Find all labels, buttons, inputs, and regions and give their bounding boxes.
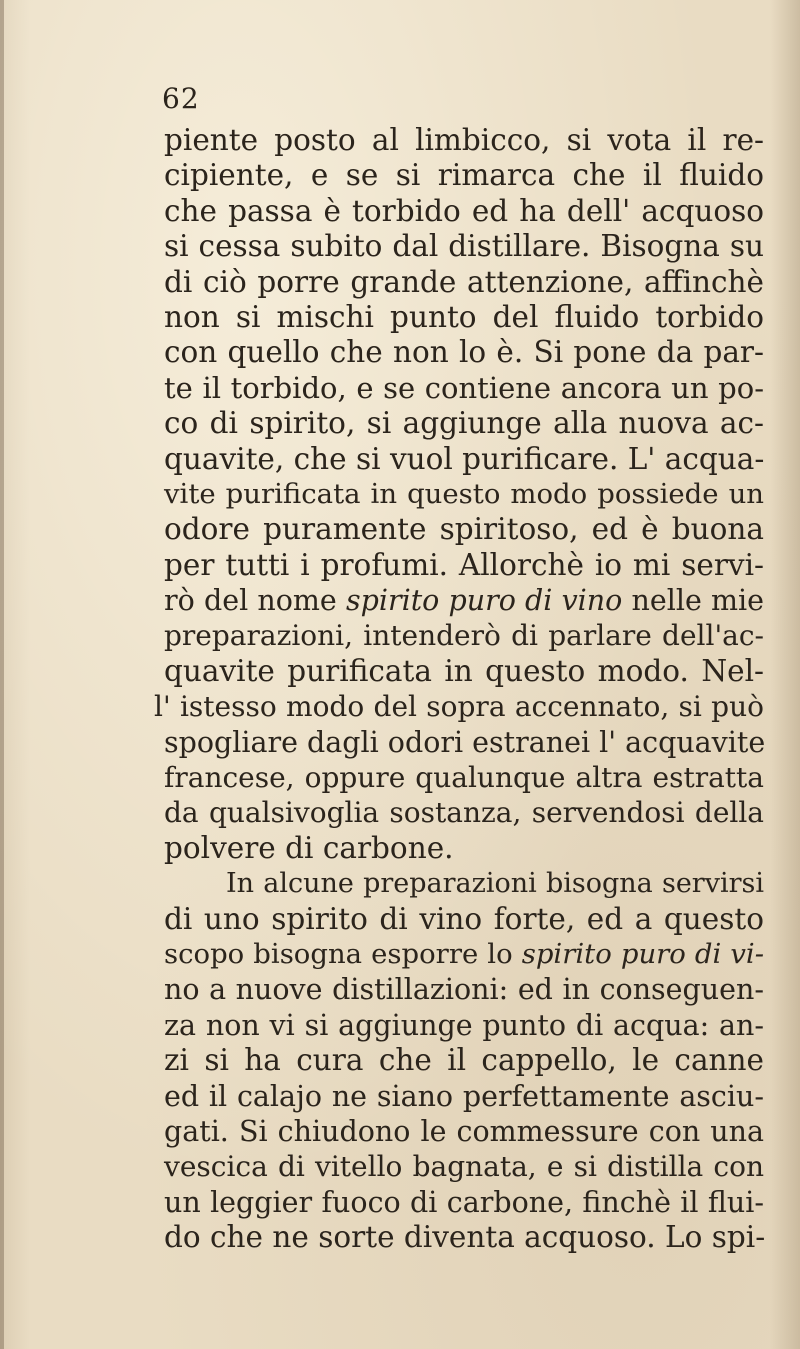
text-line: te il torbido, e se contiene ancora un po- — [164, 370, 764, 405]
page-edge-shadow — [0, 0, 4, 1349]
body-text — [154, 123, 766, 1256]
text-line: per tutti i profumi. Allorchè io mi servi- — [164, 547, 764, 582]
text-line: vescica di vitello bagnata, e si distilla con — [164, 1150, 764, 1184]
text-line: polvere di carbone. — [164, 830, 454, 865]
text-line: ed il calajo ne siano perfettamente asciu- — [164, 1079, 764, 1113]
text-segment: rò del nome — [164, 584, 346, 618]
text-line: quavite purificata in questo modo. Nel- — [164, 653, 764, 688]
text-line: zi si ha cura che il cappello, le canne — [164, 1043, 764, 1078]
text-line: si cessa subito dal distillare. Bisogna su — [164, 229, 764, 264]
text-segment: nelle mie — [622, 584, 765, 618]
text-line: francese, oppure qualunque altra estratta — [164, 761, 764, 795]
text-line: preparazioni, intenderò di parlare dell'ac- — [164, 619, 764, 653]
text-line: l' istesso modo del sopra accennato, si può — [154, 690, 764, 724]
text-line: za non vi si aggiunge punto di acqua: an- — [164, 1008, 764, 1042]
text-segment: scopo bisogna esporre lo — [164, 937, 522, 970]
page-number: 62 — [162, 82, 200, 115]
text-line: cipiente, e se si rimarca che il fluido — [164, 158, 764, 193]
text-line: vite purificata in questo modo possiede un — [164, 477, 764, 510]
text-line: di ciò porre grande attenzione, affinchè — [164, 264, 764, 299]
text-line — [164, 937, 764, 972]
text-line: co di spirito, si aggiunge alla nuova ac- — [164, 406, 764, 441]
text-line: odore puramente spiritoso, ed è buona — [164, 512, 764, 547]
text-line: che passa è torbido ed ha dell' acquoso — [164, 193, 764, 228]
text-line: non si mischi punto del fluido torbido — [164, 299, 764, 334]
text-line: di uno spirito di vino forte, ed a questo — [164, 901, 764, 936]
italic-phrase: spirito puro di vino — [345, 584, 623, 618]
text-line: piente posto al limbicco, si vota il re- — [164, 123, 764, 157]
text-line: da qualsivoglia sostanza, servendosi della — [164, 796, 764, 830]
text-line: quavite, che si vuol purificare. L' acqua- — [164, 441, 765, 476]
text-line: gati. Si chiudono le commessure con una — [164, 1114, 764, 1148]
text-line: spogliare dagli odori estranei l' acquavite — [164, 725, 766, 759]
italic-phrase: spirito puro di vi- — [521, 937, 764, 970]
text-line — [164, 583, 764, 618]
text-line: do che ne sorte diventa acquoso. Lo spi- — [164, 1220, 766, 1255]
text-line: con quello che non lo è. Si pone da par- — [164, 335, 764, 370]
text-line: un leggier fuoco di carbone, finchè il flui- — [164, 1185, 764, 1219]
text-line: no a nuove distillazioni: ed in conseguen- — [164, 973, 764, 1007]
text-line: In alcune preparazioni bisogna servirsi — [226, 868, 764, 900]
